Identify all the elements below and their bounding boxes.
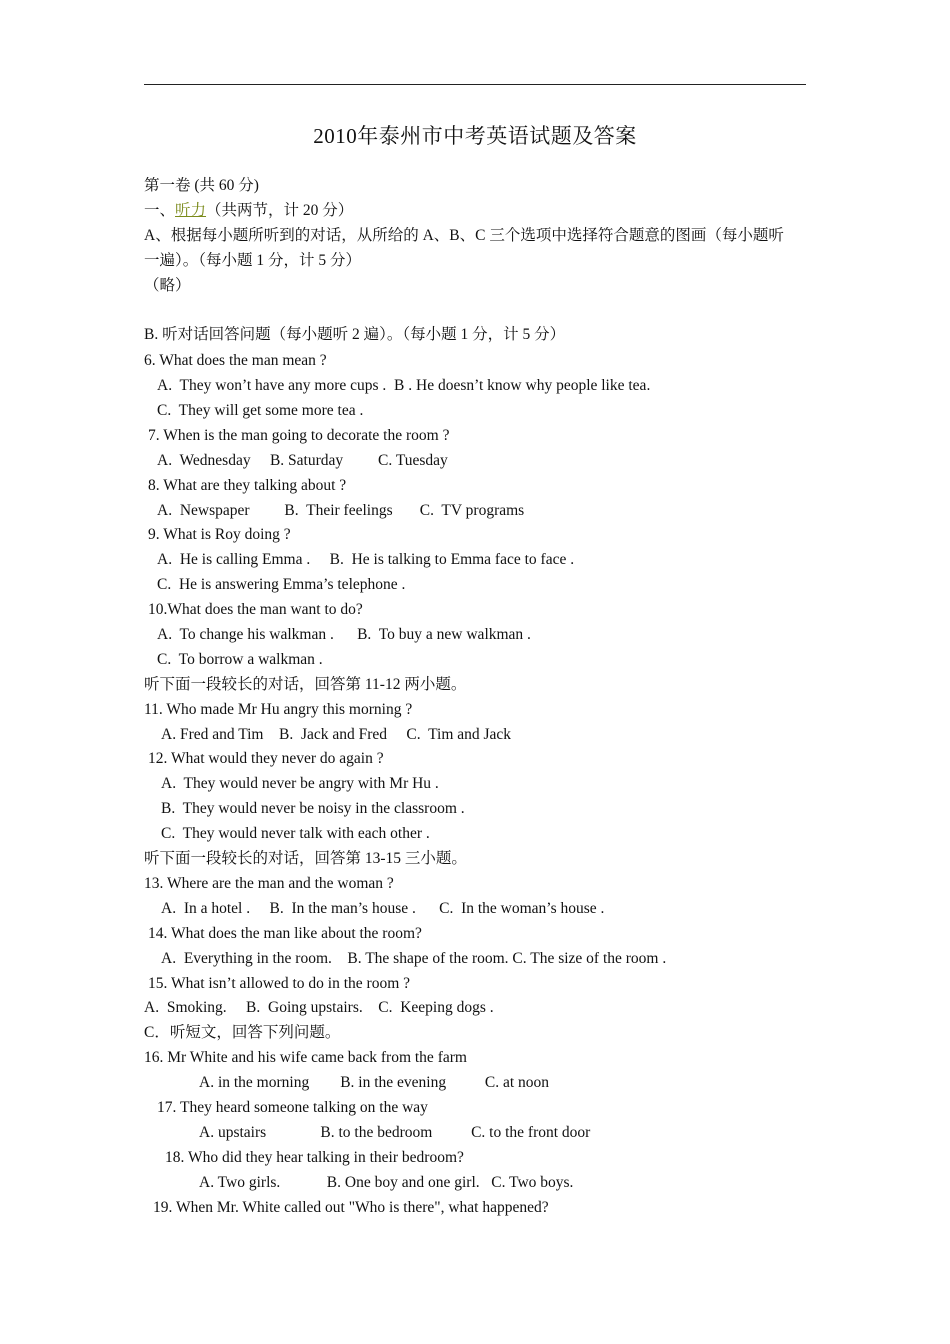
listening-link[interactable]: 听力 — [175, 202, 207, 219]
question-10-option-c: C. To borrow a walkman . — [157, 651, 323, 668]
question-15-options: A. Smoking. B. Going upstairs. C. Keeping dogs . — [144, 999, 494, 1016]
part-c-instruction: C．听短文，回答下列问题。 — [144, 1024, 341, 1041]
header-rule — [144, 84, 806, 85]
section-points: （共两节，计 20 分） — [206, 202, 354, 219]
question-19: 19. When Mr. White called out "Who is there", what happened? — [153, 1199, 549, 1216]
part-a-instruction-line2: 一遍）。（每小题 1 分，计 5 分） — [144, 252, 362, 269]
question-11-options: A. Fred and Tim B. Jack and Fred C. Tim and Jack — [161, 726, 512, 743]
page-title: 2010年泰州市中考英语试题及答案 — [313, 124, 637, 148]
question-7: 7. When is the man going to decorate the room ? — [148, 427, 450, 444]
question-12-option-b: B. They would never be noisy in the classroom . — [161, 800, 465, 817]
question-9-options-ab: A. He is calling Emma . B. He is talking to Emma face to face . — [157, 551, 575, 568]
question-9: 9. What is Roy doing ? — [148, 526, 291, 543]
question-17: 17. They heard someone talking on the way — [157, 1099, 428, 1116]
question-12: 12. What would they never do again ? — [148, 750, 384, 767]
question-12-option-a: A. They would never be angry with Mr Hu . — [161, 775, 439, 792]
question-18: 18. Who did they hear talking in their bedroom? — [165, 1149, 464, 1166]
part-a-instruction-line1: A、根据每小题所听到的对话，从所给的 A、B、C 三个选项中选择符合题意的图画（每小题听 — [144, 227, 784, 244]
question-8: 8. What are they talking about ? — [148, 477, 347, 494]
section-number: 一、 — [144, 202, 176, 219]
question-13-options: A. In a hotel . B. In the man’s house . C. In the woman’s house . — [161, 900, 605, 917]
part-heading: 第一卷 (共 60 分) — [144, 177, 259, 194]
question-10: 10.What does the man want to do? — [148, 601, 363, 618]
question-12-option-c: C. They would never talk with each other . — [161, 825, 430, 842]
question-15: 15. What isn’t allowed to do in the room ? — [148, 975, 411, 992]
long-dialogue-2-instruction: 听下面一段较长的对话，回答第 13-15 三小题。 — [144, 850, 467, 867]
question-18-options: A. Two girls. B. One boy and one girl. C. Two boys. — [199, 1174, 574, 1191]
question-16-options: A. in the morning B. in the evening C. at noon — [199, 1074, 550, 1091]
question-10-options-ab: A. To change his walkman . B. To buy a new walkman . — [157, 626, 531, 643]
long-dialogue-1-instruction: 听下面一段较长的对话，回答第 11-12 两小题。 — [144, 676, 467, 693]
part-b-instruction: B. 听对话回答问题（每小题听 2 遍）。（每小题 1 分，计 5 分） — [144, 326, 566, 343]
question-14: 14. What does the man like about the room? — [148, 925, 422, 942]
question-17-options: A. upstairs B. to the bedroom C. to the front door — [199, 1124, 591, 1141]
question-8-options: A. Newspaper B. Their feelings C. TV programs — [157, 502, 525, 519]
question-11: 11. Who made Mr Hu angry this morning ? — [144, 701, 413, 718]
question-6: 6. What does the man mean ? — [144, 352, 327, 369]
question-16: 16. Mr White and his wife came back from the farm — [144, 1049, 467, 1066]
question-13: 13. Where are the man and the woman ? — [144, 875, 394, 892]
omitted-note: （略） — [144, 277, 191, 294]
question-7-options: A. Wednesday B. Saturday C. Tuesday — [157, 452, 448, 469]
section-listening-heading — [144, 201, 353, 221]
question-14-options: A. Everything in the room. B. The shape of the room. C. The size of the room . — [161, 950, 667, 967]
question-6-option-c: C. They will get some more tea . — [157, 402, 364, 419]
question-6-options-ab: A. They won’t have any more cups . B . He doesn’t know why people like tea. — [157, 377, 651, 394]
question-9-option-c: C. He is answering Emma’s telephone . — [157, 576, 406, 593]
